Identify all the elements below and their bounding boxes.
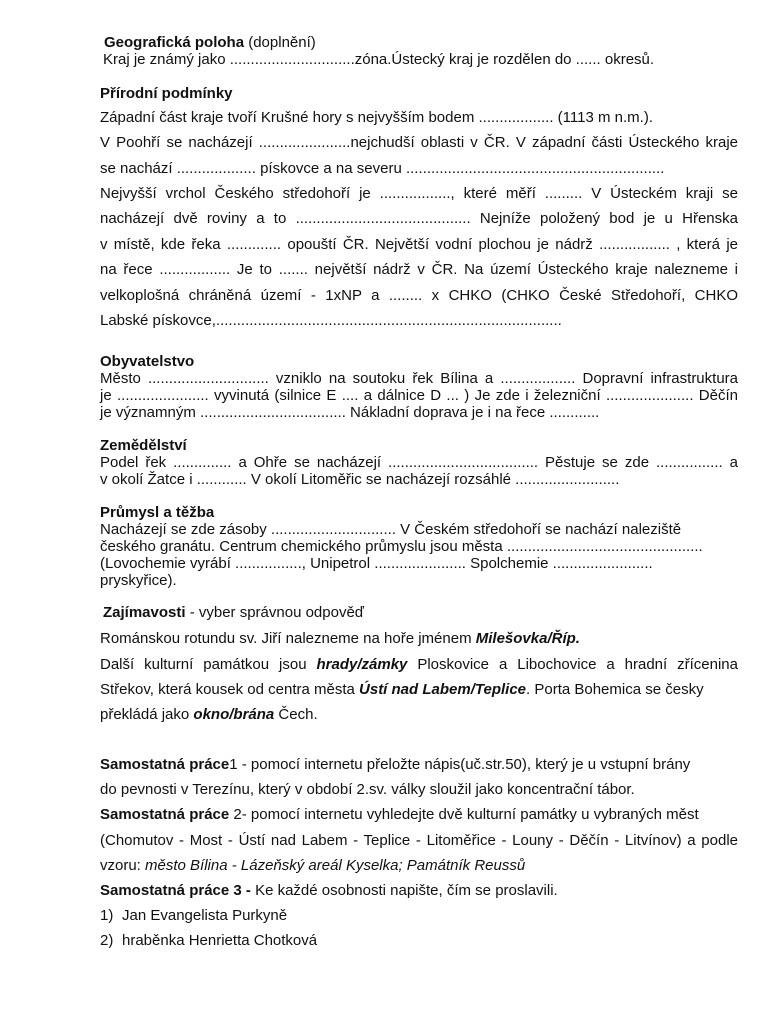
nature-line-2: V Poohří se nacházejí ......................nejchudší oblasti v ČR. V západní části Ústeckého kraje <box>100 134 738 151</box>
section-title-geo: Geografická poloha (doplnění) <box>104 34 316 51</box>
section-title-interesting: Zajímavosti - vyber správnou odpověď <box>103 604 365 621</box>
task-1-line-1: Samostatná práce1 - pomocí internetu přeložte nápis(uč.str.50), který je u vstupní brány <box>100 756 691 773</box>
task-1-line-2: do pevnosti v Terezínu, který v období 2.sv. války sloužil jako koncentrační tábor. <box>100 781 635 798</box>
industry-line-2: českého granátu. Centrum chemického průmyslu jsou města ............................................... <box>100 538 703 555</box>
section-title-industry: Průmysl a těžba <box>100 504 215 521</box>
nature-line-4: Nejvyšší vrchol Českého středohoří je ................., které měří ......... V Ústeckém kraji se <box>100 185 738 202</box>
nature-line-3: se nachází ................... pískovce a na severu .............................................................. <box>100 160 665 177</box>
nature-line-7: na řece ................. Je to ....... největší nádrž v ČR. Na území Ústeckého kraje nalezneme i <box>100 261 738 278</box>
population-line-2: je ...................... vyvinutá (silnice E .... a dálnice D ... ) Je zde i železniční ..................... Děčín <box>100 387 738 404</box>
section-title-nature: Přírodní podmínky <box>100 85 233 102</box>
nature-line-8: velkoplošná chráněná území - 1xNP a ........ x CHKO (CHKO České Středohoří, CHKO <box>100 287 738 304</box>
interesting-line-4: překládá jako okno/brána Čech. <box>100 706 318 723</box>
section-title-population: Obyvatelstvo <box>100 353 195 370</box>
task-2-line-2: (Chomutov - Most - Ústí nad Labem - Teplice - Litoměřice - Louny - Děčín - Litvínov) a podle <box>100 832 738 849</box>
interesting-line-1: Románskou rotundu sv. Jiří nalezneme na hoře jménem Milešovka/Říp. <box>100 630 580 647</box>
population-line-1: Město ............................. vzniklo na soutoku řek Bílina a .................. Dopravní infrastruktura <box>100 370 738 387</box>
agriculture-line-2: v okolí Žatce i ............ V okolí Litoměřic se nacházejí rozsáhlé ......................... <box>100 471 620 488</box>
task-2-line-3: vzoru: město Bílina - Lázeňský areál Kyselka; Památník Reussů <box>100 857 526 874</box>
population-line-3: je významným ................................... Nákladní doprava je i na řece ............ <box>100 404 600 421</box>
industry-line-4: pryskyřice). <box>100 572 177 589</box>
nature-line-6: v místě, kde řeka ............. opouští ČR. Největší vodní plochou je nádrž ................. , která je <box>100 236 738 253</box>
industry-line-1: Nacházejí se zde zásoby .............................. V Českém středohoří se nachází naleziště <box>100 521 682 538</box>
nature-line-1: Západní část kraje tvoří Krušné hory s nejvyšším bodem .................. (1113 m n.m.). <box>100 109 653 126</box>
list-item: 1) Jan Evangelista Purkyně <box>100 907 288 924</box>
geo-line-1: Kraj je známý jako ..............................zóna.Ústecký kraj je rozdělen do ...... okresů. <box>103 51 655 68</box>
section-title-agriculture: Zemědělství <box>100 437 187 454</box>
nature-line-9: Labské pískovce,................................................................................... <box>100 312 562 329</box>
interesting-line-3: Střekov, která kousek od centra města Ústí nad Labem/Teplice. Porta Bohemica se česky <box>100 681 704 698</box>
industry-line-3: (Lovochemie vyrábí ................, Unipetrol ...................... Spolchemie ........................ <box>100 555 653 572</box>
interesting-line-2: Další kulturní památkou jsou hrady/zámky Ploskovice a Libochovice a hradní zřícenina <box>100 656 738 673</box>
task-2-line-1: Samostatná práce 2- pomocí internetu vyhledejte dvě kulturní památky u vybraných měst <box>100 806 699 823</box>
agriculture-line-1: Podel řek .............. a Ohře se nacházejí .................................... Pěstuje se zde ................ a <box>100 454 738 471</box>
nature-line-5: nacházejí dvě roviny a to .......................................... Nejníže položený bod je u Hřenska <box>100 210 738 227</box>
task-3-line-1: Samostatná práce 3 - Ke každé osobnosti napište, čím se proslavili. <box>100 882 558 899</box>
list-item: 2) hraběnka Henrietta Chotková <box>100 932 318 949</box>
